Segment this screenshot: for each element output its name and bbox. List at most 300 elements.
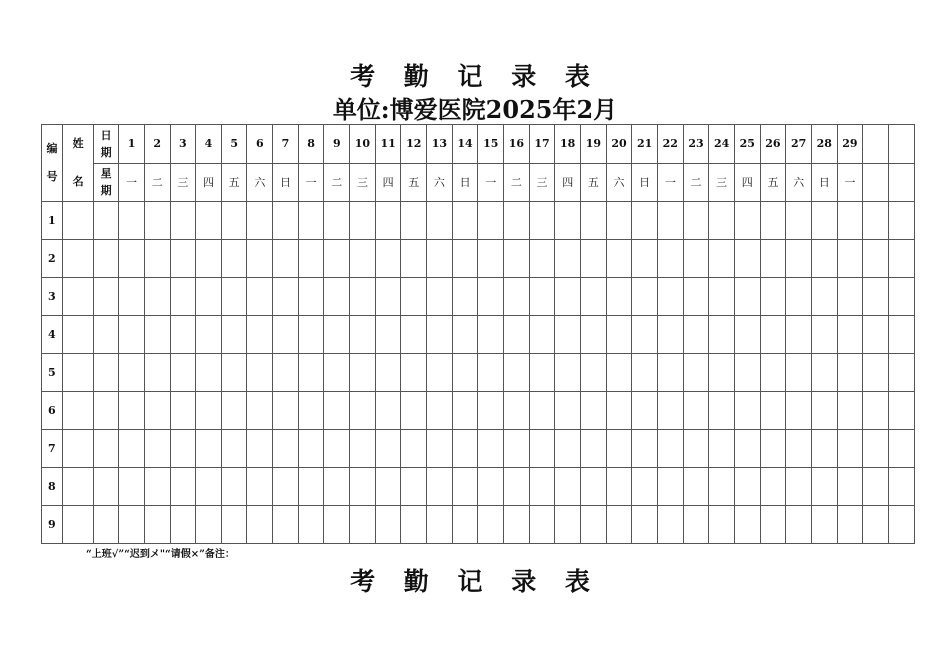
attendance-cell xyxy=(657,468,683,506)
attendance-cell xyxy=(401,278,427,316)
attendance-cell xyxy=(837,506,863,544)
attendance-cell xyxy=(863,278,889,316)
attendance-cell xyxy=(657,354,683,392)
attendance-cell xyxy=(504,354,530,392)
day-number: 8 xyxy=(298,125,324,164)
attendance-cell xyxy=(298,506,324,544)
weekday-cell: 五 xyxy=(581,163,607,202)
row-number: 2 xyxy=(42,240,63,278)
spacer-cell xyxy=(94,316,119,354)
attendance-cell xyxy=(170,468,196,506)
weekday-cell: 四 xyxy=(196,163,222,202)
attendance-cell xyxy=(683,354,709,392)
attendance-cell xyxy=(478,468,504,506)
attendance-cell xyxy=(555,506,581,544)
attendance-cell xyxy=(657,392,683,430)
attendance-cell xyxy=(427,392,453,430)
day-number: 29 xyxy=(837,125,863,164)
attendance-cell xyxy=(196,316,222,354)
attendance-cell xyxy=(247,392,273,430)
attendance-cell xyxy=(144,202,170,240)
attendance-cell xyxy=(657,278,683,316)
attendance-cell xyxy=(606,316,632,354)
attendance-cell xyxy=(734,202,760,240)
attendance-cell xyxy=(709,354,735,392)
attendance-cell xyxy=(529,240,555,278)
attendance-cell xyxy=(863,354,889,392)
attendance-cell xyxy=(221,506,247,544)
table-row xyxy=(42,430,915,468)
attendance-cell xyxy=(170,278,196,316)
attendance-cell xyxy=(811,354,837,392)
attendance-cell xyxy=(581,506,607,544)
day-number: 27 xyxy=(786,125,812,164)
footer-title: 考 勤 记 录 表 xyxy=(350,567,600,596)
weekday-label-bottom: 期 xyxy=(100,184,112,198)
attendance-cell xyxy=(247,506,273,544)
attendance-cell xyxy=(427,240,453,278)
spacer-cell xyxy=(94,392,119,430)
name-cell xyxy=(63,430,94,468)
attendance-cell xyxy=(119,240,145,278)
attendance-cell xyxy=(273,468,299,506)
attendance-cell xyxy=(273,354,299,392)
attendance-cell xyxy=(375,316,401,354)
day-number: 5 xyxy=(221,125,247,164)
attendance-cell xyxy=(478,240,504,278)
table-row xyxy=(42,354,915,392)
row-number: 7 xyxy=(42,430,63,468)
attendance-cell xyxy=(709,392,735,430)
attendance-cell xyxy=(427,468,453,506)
weekday-cell: 六 xyxy=(427,163,453,202)
attendance-cell xyxy=(709,506,735,544)
attendance-cell xyxy=(350,354,376,392)
day-number: 22 xyxy=(657,125,683,164)
day-number: 16 xyxy=(504,125,530,164)
attendance-cell xyxy=(606,240,632,278)
attendance-cell xyxy=(709,316,735,354)
col-header-name xyxy=(63,125,94,202)
attendance-cell xyxy=(170,392,196,430)
name-label-top: 姓 xyxy=(72,137,84,150)
weekday-cell: 六 xyxy=(606,163,632,202)
weekday-cell: 日 xyxy=(452,163,478,202)
attendance-cell xyxy=(478,354,504,392)
attendance-cell xyxy=(811,316,837,354)
attendance-cell xyxy=(119,392,145,430)
attendance-cell xyxy=(581,392,607,430)
day-number: 14 xyxy=(452,125,478,164)
attendance-cell xyxy=(452,392,478,430)
attendance-cell xyxy=(324,278,350,316)
day-number xyxy=(863,125,889,164)
attendance-cell xyxy=(837,240,863,278)
weekday-cell: 日 xyxy=(632,163,658,202)
attendance-cell xyxy=(247,468,273,506)
attendance-cell xyxy=(478,316,504,354)
attendance-cell xyxy=(350,506,376,544)
weekday-cell: 一 xyxy=(657,163,683,202)
attendance-cell xyxy=(504,278,530,316)
attendance-cell xyxy=(504,430,530,468)
attendance-cell xyxy=(221,240,247,278)
attendance-cell xyxy=(606,278,632,316)
attendance-cell xyxy=(786,468,812,506)
attendance-cell xyxy=(119,354,145,392)
attendance-cell xyxy=(452,202,478,240)
attendance-cell xyxy=(273,430,299,468)
attendance-cell xyxy=(888,278,914,316)
attendance-cell xyxy=(273,506,299,544)
attendance-cell xyxy=(273,392,299,430)
attendance-cell xyxy=(452,240,478,278)
legend-note: “上班√”“迟到メ"“请假×”备注： xyxy=(86,549,235,560)
attendance-cell xyxy=(401,316,427,354)
attendance-cell xyxy=(555,354,581,392)
attendance-cell xyxy=(144,392,170,430)
weekday-cell: 四 xyxy=(555,163,581,202)
attendance-cell xyxy=(734,278,760,316)
attendance-cell xyxy=(221,392,247,430)
attendance-cell xyxy=(683,392,709,430)
row-number: 4 xyxy=(42,316,63,354)
attendance-cell xyxy=(196,240,222,278)
attendance-cell xyxy=(734,240,760,278)
attendance-cell xyxy=(888,316,914,354)
attendance-cell xyxy=(786,354,812,392)
date-label-top: 日 xyxy=(100,128,112,142)
attendance-cell xyxy=(632,506,658,544)
attendance-cell xyxy=(452,278,478,316)
attendance-cell xyxy=(632,468,658,506)
attendance-cell xyxy=(247,354,273,392)
row-number: 8 xyxy=(42,468,63,506)
attendance-cell xyxy=(837,468,863,506)
attendance-cell xyxy=(478,278,504,316)
col-header-weekday xyxy=(94,163,119,202)
date-label-bottom: 期 xyxy=(100,145,112,159)
day-number xyxy=(888,125,914,164)
attendance-cell xyxy=(760,354,786,392)
table-row xyxy=(42,202,915,240)
col-header-date xyxy=(94,125,119,164)
attendance-cell xyxy=(606,468,632,506)
name-cell xyxy=(63,506,94,544)
attendance-cell xyxy=(119,506,145,544)
weekday-cell: 一 xyxy=(119,163,145,202)
table-row xyxy=(42,240,915,278)
attendance-cell xyxy=(837,278,863,316)
attendance-cell xyxy=(452,354,478,392)
weekday-cell: 六 xyxy=(247,163,273,202)
attendance-cell xyxy=(709,468,735,506)
attendance-cell xyxy=(709,240,735,278)
attendance-cell xyxy=(734,392,760,430)
attendance-cell xyxy=(734,354,760,392)
spacer-cell xyxy=(94,506,119,544)
attendance-cell xyxy=(683,278,709,316)
attendance-cell xyxy=(375,506,401,544)
attendance-cell xyxy=(632,430,658,468)
attendance-cell xyxy=(221,430,247,468)
attendance-cell xyxy=(144,354,170,392)
attendance-cell xyxy=(375,240,401,278)
attendance-cell xyxy=(811,240,837,278)
attendance-cell xyxy=(760,240,786,278)
day-number: 10 xyxy=(350,125,376,164)
row-number: 5 xyxy=(42,354,63,392)
table-row xyxy=(42,278,915,316)
table-row xyxy=(42,392,915,430)
attendance-cell xyxy=(888,240,914,278)
attendance-cell xyxy=(298,202,324,240)
attendance-cell xyxy=(452,468,478,506)
attendance-cell xyxy=(529,430,555,468)
attendance-cell xyxy=(478,202,504,240)
attendance-cell xyxy=(170,354,196,392)
attendance-cell xyxy=(888,354,914,392)
attendance-cell xyxy=(401,468,427,506)
attendance-cell xyxy=(555,240,581,278)
attendance-cell xyxy=(581,278,607,316)
attendance-cell xyxy=(452,430,478,468)
attendance-cell xyxy=(504,506,530,544)
attendance-cell xyxy=(581,354,607,392)
attendance-cell xyxy=(709,430,735,468)
attendance-cell xyxy=(683,316,709,354)
weekday-cell: 日 xyxy=(811,163,837,202)
name-cell xyxy=(63,392,94,430)
weekday-cell: 三 xyxy=(529,163,555,202)
weekday-cell: 六 xyxy=(786,163,812,202)
attendance-cell xyxy=(170,202,196,240)
day-number: 3 xyxy=(170,125,196,164)
attendance-cell xyxy=(324,240,350,278)
weekday-cell: 三 xyxy=(350,163,376,202)
attendance-cell xyxy=(221,468,247,506)
attendance-cell xyxy=(298,354,324,392)
attendance-cell xyxy=(427,354,453,392)
attendance-cell xyxy=(478,392,504,430)
day-number: 26 xyxy=(760,125,786,164)
attendance-cell xyxy=(196,392,222,430)
row-number: 6 xyxy=(42,392,63,430)
attendance-cell xyxy=(786,240,812,278)
attendance-cell xyxy=(683,506,709,544)
attendance-cell xyxy=(273,202,299,240)
day-number: 25 xyxy=(734,125,760,164)
day-number: 4 xyxy=(196,125,222,164)
attendance-cell xyxy=(504,468,530,506)
attendance-cell xyxy=(196,506,222,544)
attendance-cell xyxy=(375,202,401,240)
weekday-cell: 五 xyxy=(760,163,786,202)
attendance-cell xyxy=(324,430,350,468)
attendance-cell xyxy=(247,278,273,316)
attendance-cell xyxy=(555,278,581,316)
attendance-cell xyxy=(760,392,786,430)
attendance-cell xyxy=(298,392,324,430)
attendance-cell xyxy=(170,240,196,278)
attendance-cell xyxy=(427,506,453,544)
attendance-cell xyxy=(606,506,632,544)
attendance-cell xyxy=(452,316,478,354)
attendance-cell xyxy=(529,354,555,392)
attendance-cell xyxy=(196,430,222,468)
attendance-cell xyxy=(247,430,273,468)
attendance-cell xyxy=(427,278,453,316)
weekday-cell: 三 xyxy=(709,163,735,202)
attendance-cell xyxy=(427,316,453,354)
attendance-cell xyxy=(196,278,222,316)
attendance-cell xyxy=(657,430,683,468)
attendance-cell xyxy=(683,202,709,240)
weekday-cell: 二 xyxy=(144,163,170,202)
attendance-cell xyxy=(529,468,555,506)
attendance-cell xyxy=(196,468,222,506)
attendance-cell xyxy=(324,392,350,430)
attendance-cell xyxy=(375,278,401,316)
weekday-cell: 一 xyxy=(837,163,863,202)
attendance-cell xyxy=(863,202,889,240)
attendance-cell xyxy=(786,392,812,430)
name-label-bottom: 名 xyxy=(72,175,84,188)
attendance-cell xyxy=(581,240,607,278)
attendance-cell xyxy=(529,202,555,240)
number-label-bottom: 号 xyxy=(46,170,58,183)
attendance-cell xyxy=(529,278,555,316)
attendance-cell xyxy=(144,430,170,468)
spacer-cell xyxy=(94,278,119,316)
attendance-cell xyxy=(683,468,709,506)
attendance-cell xyxy=(632,240,658,278)
attendance-cell xyxy=(786,506,812,544)
attendance-cell xyxy=(786,278,812,316)
weekday-cell: 日 xyxy=(273,163,299,202)
attendance-cell xyxy=(119,430,145,468)
attendance-cell xyxy=(606,430,632,468)
attendance-cell xyxy=(529,392,555,430)
attendance-cell xyxy=(401,430,427,468)
day-number: 11 xyxy=(375,125,401,164)
attendance-cell xyxy=(683,240,709,278)
weekday-cell xyxy=(888,163,914,202)
attendance-cell xyxy=(324,468,350,506)
attendance-cell xyxy=(863,468,889,506)
attendance-cell xyxy=(555,316,581,354)
attendance-cell xyxy=(555,392,581,430)
attendance-cell xyxy=(734,316,760,354)
attendance-cell xyxy=(786,316,812,354)
attendance-cell xyxy=(170,506,196,544)
attendance-cell xyxy=(144,468,170,506)
spacer-cell xyxy=(94,240,119,278)
attendance-cell xyxy=(837,354,863,392)
attendance-cell xyxy=(555,202,581,240)
attendance-cell xyxy=(709,278,735,316)
attendance-cell xyxy=(632,316,658,354)
day-number: 6 xyxy=(247,125,273,164)
name-cell xyxy=(63,468,94,506)
header-row-weekdays xyxy=(42,163,915,202)
day-number: 7 xyxy=(273,125,299,164)
attendance-cell xyxy=(760,468,786,506)
attendance-cell xyxy=(504,240,530,278)
attendance-cell xyxy=(221,278,247,316)
attendance-table xyxy=(41,124,915,544)
attendance-cell xyxy=(350,430,376,468)
attendance-cell xyxy=(401,506,427,544)
attendance-cell xyxy=(863,240,889,278)
attendance-cell xyxy=(657,202,683,240)
attendance-cell xyxy=(734,468,760,506)
attendance-cell xyxy=(786,430,812,468)
attendance-cell xyxy=(170,430,196,468)
attendance-cell xyxy=(811,430,837,468)
attendance-cell xyxy=(632,202,658,240)
row-number: 3 xyxy=(42,278,63,316)
table-row xyxy=(42,316,915,354)
name-cell xyxy=(63,354,94,392)
weekday-cell: 二 xyxy=(683,163,709,202)
weekday-cell: 四 xyxy=(375,163,401,202)
attendance-cell xyxy=(221,202,247,240)
attendance-cell xyxy=(324,354,350,392)
attendance-cell xyxy=(247,240,273,278)
attendance-cell xyxy=(811,468,837,506)
attendance-cell xyxy=(350,278,376,316)
table-row xyxy=(42,468,915,506)
attendance-cell xyxy=(632,278,658,316)
attendance-cell xyxy=(811,392,837,430)
day-number: 12 xyxy=(401,125,427,164)
spacer-cell xyxy=(94,354,119,392)
attendance-cell xyxy=(863,430,889,468)
attendance-cell xyxy=(760,202,786,240)
attendance-cell xyxy=(760,430,786,468)
weekday-cell: 二 xyxy=(504,163,530,202)
attendance-cell xyxy=(606,392,632,430)
attendance-cell xyxy=(863,316,889,354)
attendance-cell xyxy=(478,506,504,544)
attendance-cell xyxy=(863,506,889,544)
attendance-cell xyxy=(888,468,914,506)
attendance-cell xyxy=(657,506,683,544)
attendance-cell xyxy=(350,468,376,506)
attendance-cell xyxy=(837,392,863,430)
day-number: 18 xyxy=(555,125,581,164)
attendance-cell xyxy=(760,316,786,354)
name-cell xyxy=(63,240,94,278)
attendance-cell xyxy=(273,240,299,278)
page-subtitle: 单位:博爱医院2025年2月 xyxy=(332,95,618,124)
attendance-cell xyxy=(298,240,324,278)
attendance-cell xyxy=(606,202,632,240)
weekday-cell: 五 xyxy=(221,163,247,202)
attendance-cell xyxy=(581,202,607,240)
attendance-cell xyxy=(350,316,376,354)
attendance-cell xyxy=(427,202,453,240)
spacer-cell xyxy=(94,430,119,468)
attendance-cell xyxy=(760,506,786,544)
attendance-cell xyxy=(581,316,607,354)
day-number: 17 xyxy=(529,125,555,164)
attendance-cell xyxy=(298,316,324,354)
attendance-cell xyxy=(760,278,786,316)
day-number: 21 xyxy=(632,125,658,164)
attendance-cell xyxy=(401,202,427,240)
